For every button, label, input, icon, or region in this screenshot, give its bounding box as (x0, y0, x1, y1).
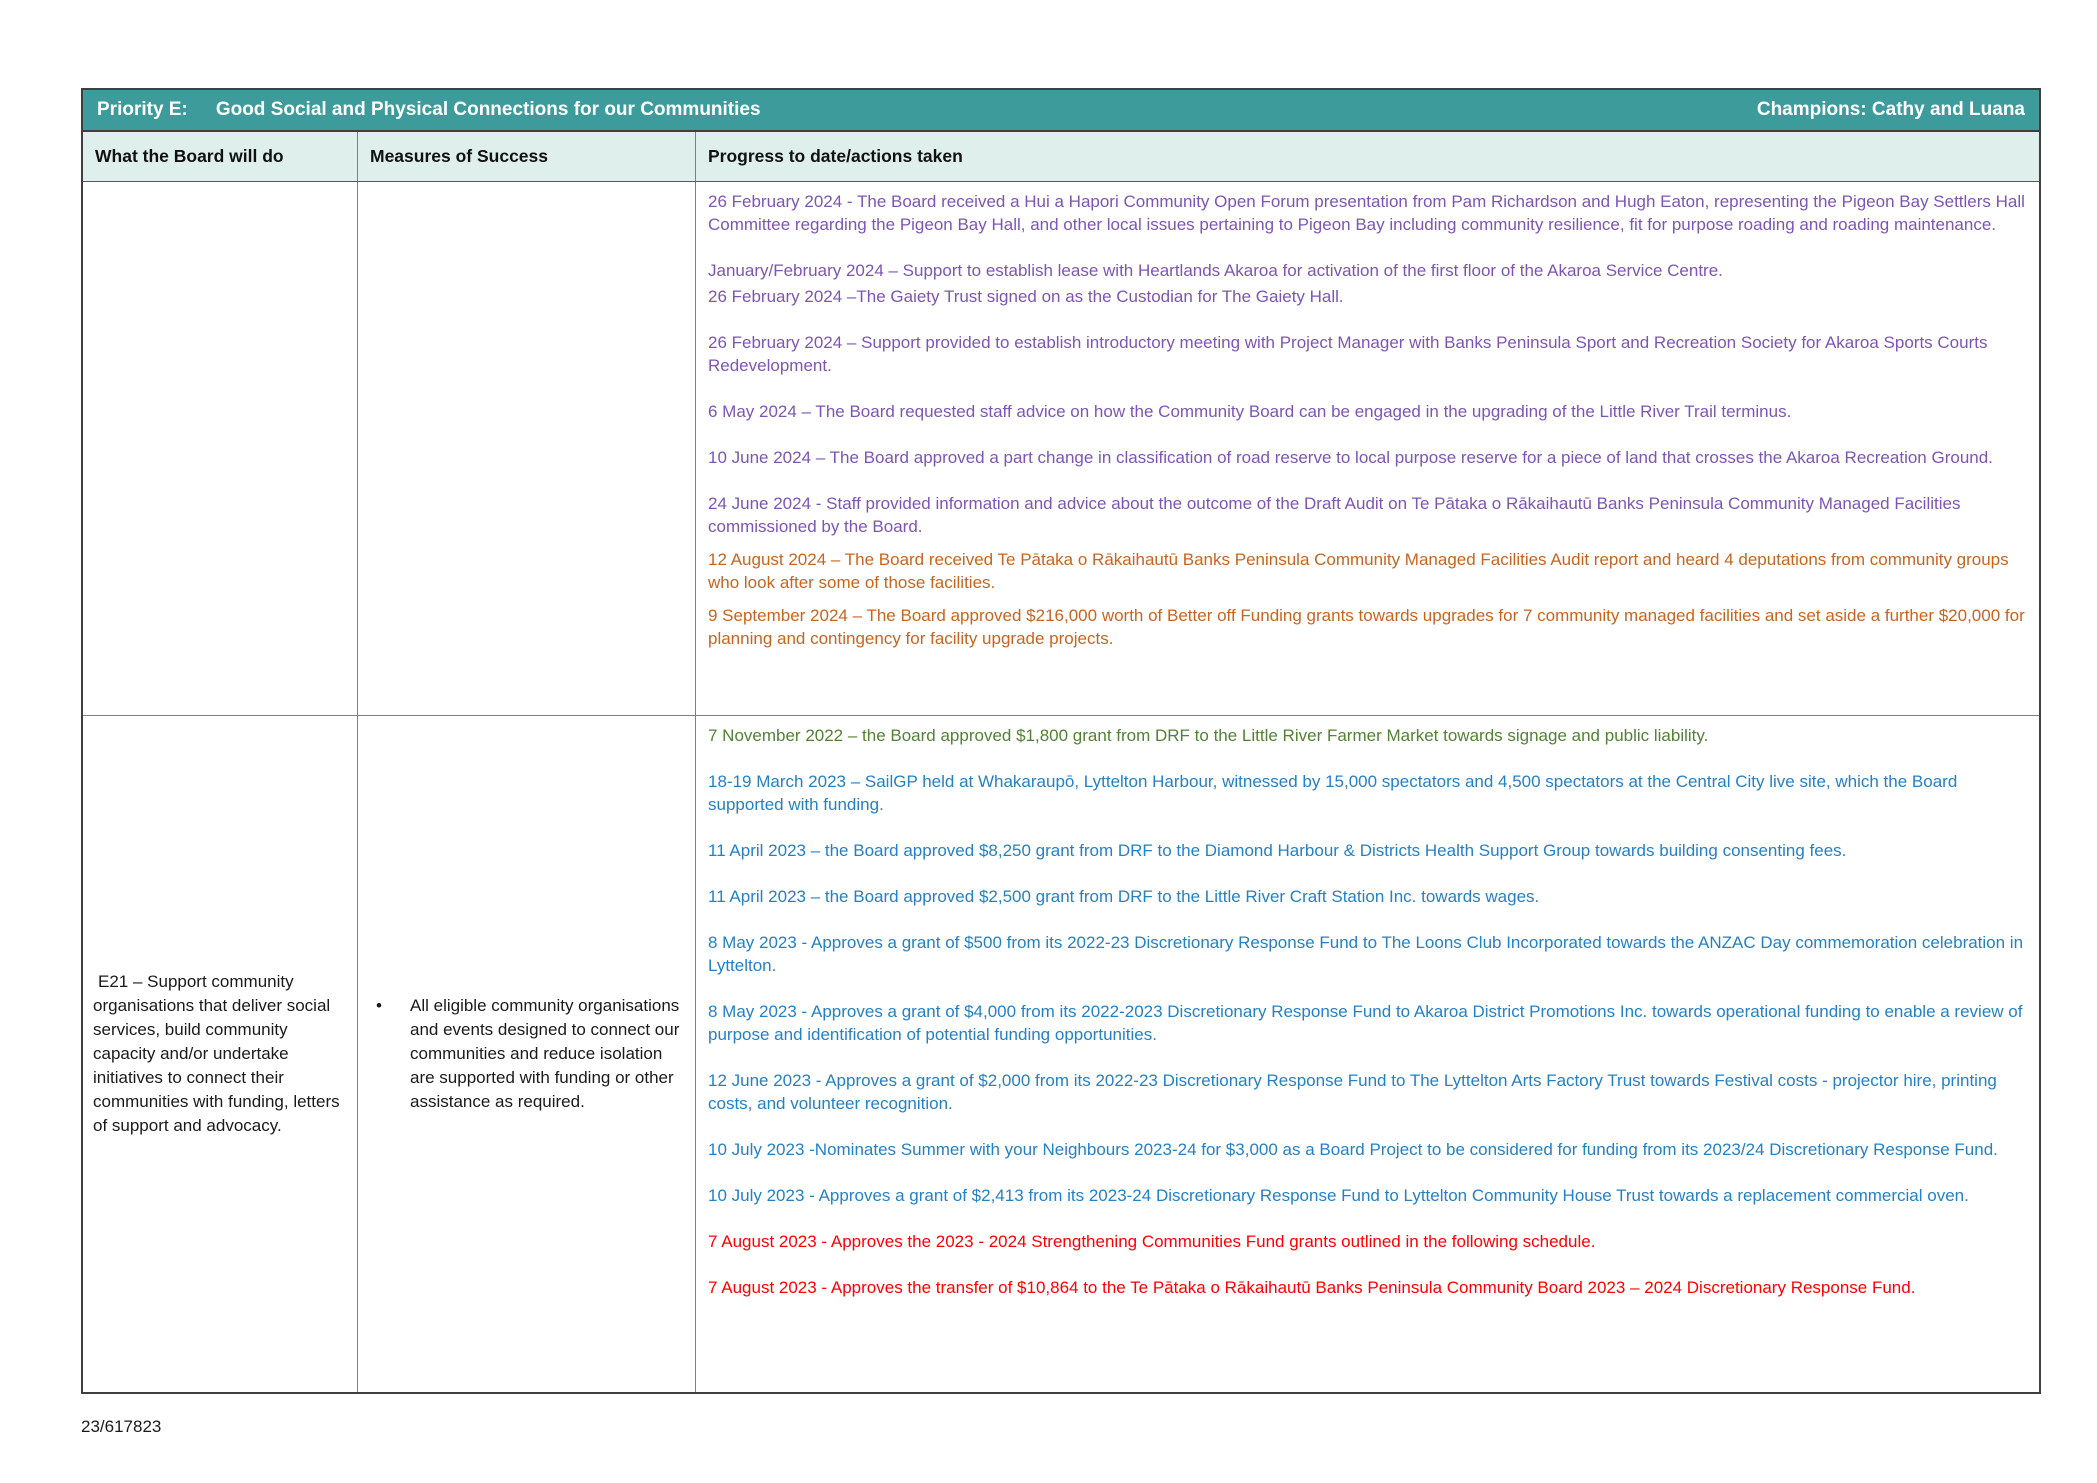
table-row (83, 716, 2039, 1392)
column-header-what: What the Board will do (83, 132, 358, 181)
progress-entry: 9 September 2024 – The Board approved $216,000 worth of Better off Funding grants towards upgrades for 7 community managed facilities and set aside a further $20,000 for planning and contingency for facility upgrade projects. (708, 606, 2025, 648)
table-title-bar (83, 90, 2039, 132)
progress-entry: 8 May 2023 - Approves a grant of $4,000 from its 2022-2023 Discretionary Response Fund to Akaroa District Promotions Inc. towards operational funding to enable a review of purpose and identification of potential funding opportunities. (708, 1002, 2023, 1044)
progress-entry: 8 May 2023 - Approves a grant of $500 from its 2022-23 Discretionary Response Fund to The Loons Club Incorporated towards the ANZAC Day commemoration celebration in Lyttelton. (708, 933, 2024, 975)
progress-entry: 11 April 2023 – the Board approved $8,250 grant from DRF to the Diamond Harbour & Districts Health Support Group towards building consenting fees. (708, 841, 1847, 860)
cell-progress-row2 (696, 716, 2039, 1392)
progress-entry: 10 July 2023 -Nominates Summer with your Neighbours 2023-24 for $3,000 as a Board Project to be considered for funding from its 2023/24 Discretionary Response Fund. (708, 1140, 1998, 1159)
progress-entry: 26 February 2024 - The Board received a Hui a Hapori Community Open Forum presentation from Pam Richardson and Hugh Eaton, representing the Pigeon Bay Settlers Hall Committee regarding the Pigeon Bay Hall, and other local issues pertaining to Pigeon Bay including community resilience, fit for purpose roading and roading maintenance. (708, 192, 2025, 234)
document-reference: 23/617823 (81, 1417, 162, 1436)
progress-entry: 12 June 2023 - Approves a grant of $2,000 from its 2022-23 Discretionary Response Fund to The Lyttelton Arts Factory Trust towards Festival costs - projector hire, printing costs, and volunteer recognition. (708, 1071, 1997, 1113)
progress-entry: 7 August 2023 - Approves the transfer of $10,864 to the Te Pātaka o Rākaihautū Banks Peninsula Community Board 2023 – 2024 Discretionary Response Fund. (708, 1278, 1916, 1297)
cell-progress-row1 (696, 182, 2039, 715)
champions-label: Champions: Cathy and Luana (1756, 99, 2025, 120)
priority-title-text: Good Social and Physical Connections for our Communities (215, 99, 761, 120)
cell-measures-row2 (358, 716, 696, 1392)
progress-entry: 24 June 2024 - Staff provided information and advice about the outcome of the Draft Audit on Te Pātaka o Rākaihautū Banks Peninsula Community Managed Facilities commissioned by the Board. (708, 494, 1961, 536)
cell-what-row2 (83, 716, 358, 1392)
progress-entry: 7 August 2023 - Approves the 2023 - 2024 Strengthening Communities Fund grants outlined in the following schedule. (708, 1232, 1596, 1251)
progress-entry: 26 February 2024 – Support provided to establish introductory meeting with Project Manager with Banks Peninsula Sport and Recreation Society for Akaroa Sports Courts Redevelopment. (708, 333, 1988, 375)
board-action-text: E21 – Support community organisations that deliver social services, build community capacity and/or undertake initiatives to connect their communities with funding, letters of support and advocacy. (93, 972, 340, 1135)
column-header-progress: Progress to date/actions taken (708, 146, 963, 166)
progress-entry: 12 August 2024 – The Board received Te Pātaka o Rākaihautū Banks Peninsula Community Managed Facilities Audit report and heard 4 deputations from community groups who look after some of those facilities. (708, 550, 2009, 592)
progress-entry: 7 November 2022 – the Board approved $1,800 grant from DRF to the Little River Farmer Market towards signage and public liability. (708, 726, 1709, 745)
priority-label: Priority E: (97, 99, 188, 120)
progress-entry: 10 July 2023 - Approves a grant of $2,413 from its 2023-24 Discretionary Response Fund to Lyttelton Community House Trust towards a replacement commercial oven. (708, 1186, 1969, 1205)
column-header-measures: Measures of Success (358, 132, 696, 181)
priority-title (97, 99, 761, 121)
bullet-icon: • (376, 996, 382, 1015)
progress-entry: 11 April 2023 – the Board approved $2,500 grant from DRF to the Little River Craft Station Inc. towards wages. (708, 887, 1540, 906)
progress-entry: January/February 2024 – Support to establish lease with Heartlands Akaroa for activation of the first floor of the Akaroa Service Centre. (708, 261, 1723, 280)
progress-entry: 6 May 2024 – The Board requested staff advice on how the Community Board can be engaged in the upgrading of the Little River Trail terminus. (708, 402, 1792, 421)
priority-table (81, 88, 2041, 1394)
progress-entry: 10 June 2024 – The Board approved a part change in classification of road reserve to local purpose reserve for a piece of land that crosses the Akaroa Recreation Ground. (708, 448, 1993, 467)
measure-item (376, 994, 685, 1114)
progress-entry: 26 February 2024 –The Gaiety Trust signed on as the Custodian for The Gaiety Hall. (708, 287, 1344, 306)
measure-text: All eligible community organisations and events designed to connect our communities and reduce isolation are supported with funding or other assistance as required. (410, 996, 680, 1111)
progress-entry: 18-19 March 2023 – SailGP held at Whakaraupō, Lyttelton Harbour, witnessed by 15,000 spectators and 4,500 spectators at the Central City live site, which the Board supported with funding. (708, 772, 1958, 814)
table-row (83, 182, 2039, 716)
cell-what-row1 (83, 182, 358, 715)
cell-measures-row1 (358, 182, 696, 715)
table-header-row (83, 132, 2039, 182)
